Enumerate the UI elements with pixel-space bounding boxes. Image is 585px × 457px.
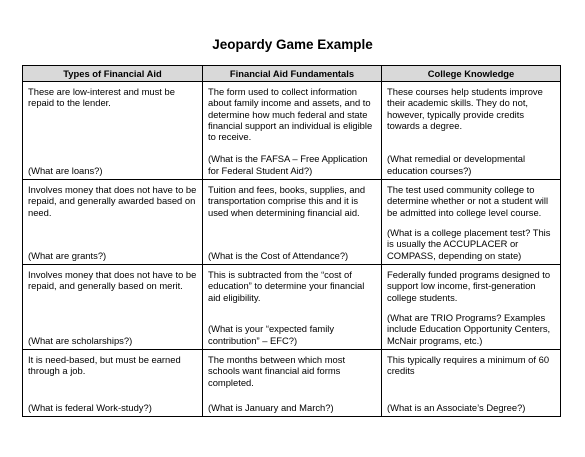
clue-text: It is need-based, but must be earned through a job. [28,354,181,377]
clue-text: These are low-interest and must be repaid to the lender. [28,86,175,109]
table-cell [203,180,382,265]
column-header-financial-aid-fundamentals: Financial Aid Fundamentals [203,66,382,82]
table-cell [382,265,561,350]
clue-text: Federally funded programs designed to support low income, first-generation college students. [387,269,551,303]
column-header-financial-aid-types: Types of Financial Aid [23,66,203,82]
answer-text: (What are loans?) [28,164,103,176]
answer-text: (What remedial or developmental education courses?) [387,153,526,176]
jeopardy-table [22,65,561,417]
table-cell [203,350,382,417]
column-header-college-knowledge: College Knowledge [382,66,561,82]
answer-text: (What is January and March?) [208,401,334,413]
clue-text: The test used community college to determine whether or not a student will be admitted into college level course. [387,184,549,218]
table-cell [382,350,561,417]
answer-text: (What is federal Work-study?) [28,401,152,413]
answer-text: (What is the Cost of Attendance?) [208,249,349,261]
table-cell [23,82,203,180]
table-cell [203,265,382,350]
answer-text: (What is a college placement test? This is usually the ACCUPLACER or COMPASS, depending on state) [387,227,551,261]
answer-text: (What are TRIO Programs? Examples include Education Opportunity Centers, McNair programs, etc.) [387,312,551,346]
clue-text: This typically requires a minimum of 60 credits [387,354,550,377]
table-cell [23,180,203,265]
answer-text: (What are grants?) [28,249,107,261]
table-row [23,350,561,417]
table-row [23,82,561,180]
table-cell [382,180,561,265]
clue-text: This is subtracted from the “cost of education” to determine your financial aid eligibility. [208,269,365,303]
clue-text: The form used to collect information about family income and assets, and to determine how much federal and state financial support an individual is eligible to receive. [208,86,373,143]
answer-text: (What is an Associate’s Degree?) [387,401,526,413]
table-cell [203,82,382,180]
document-title: Jeopardy Game Example [212,37,373,52]
table-row [23,265,561,350]
answer-text: (What is the FAFSA – Free Application for Federal Student Aid?) [208,153,368,176]
clue-text: These courses help students improve their academic skills. They do not, however, typically provide credits towards a degree. [387,86,543,131]
table-cell [23,265,203,350]
clue-text: Involves money that does not have to be repaid, and generally awarded based on need. [28,184,197,218]
clue-text: Tuition and fees, books, supplies, and transportation comprise this and it is used when determining financial aid. [208,184,366,218]
table-row [23,180,561,265]
answer-text: (What are scholarships?) [28,334,133,346]
table-cell [23,350,203,417]
answer-text: (What is your “expected family contribution” – EFC?) [208,323,335,346]
table-cell [382,82,561,180]
clue-text: The months between which most schools want financial aid forms completed. [208,354,346,388]
header-row [23,66,561,82]
clue-text: Involves money that does not have to be repaid, and generally based on merit. [28,269,197,292]
